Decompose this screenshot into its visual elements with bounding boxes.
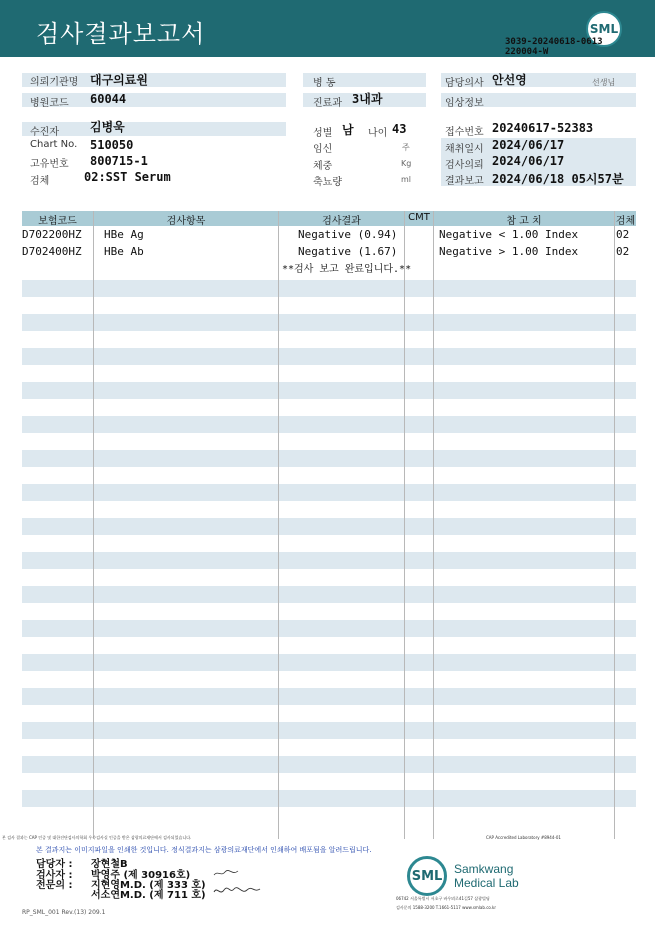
pregnancy-label: 임신 <box>313 144 333 155</box>
row1-specimen: 02 <box>616 228 630 241</box>
table-row-band <box>22 688 636 705</box>
patient-label: 수진자 <box>30 127 59 138</box>
hosp-code-label: 병원코드 <box>30 98 69 109</box>
report-number-line-2: 220004-W <box>505 47 549 57</box>
collect-value: 2024/06/17 <box>492 138 565 152</box>
table-row-band <box>22 518 636 535</box>
chart-value: 510050 <box>90 138 134 152</box>
accreditation-note: 본 검사 결과는 CAP 인증 및 대한진단검사의학회 우수검사실 인증을 받은 삼광의료재단에서 검사되었습니다. <box>2 835 192 840</box>
request-value: 2024/06/17 <box>492 154 565 168</box>
column-divider <box>433 211 434 839</box>
report-number <box>505 37 603 57</box>
table-row-band <box>22 654 636 671</box>
specimen-label: 검체 <box>30 176 50 187</box>
th-item: 검사항목 <box>166 216 206 227</box>
column-divider <box>93 211 94 839</box>
th-result: 검사결과 <box>322 216 361 227</box>
id-value: 800715-1 <box>90 154 148 168</box>
table-row-band <box>22 416 636 433</box>
hosp-code-value: 60044 <box>90 92 127 106</box>
age-label: 나이 <box>368 128 388 139</box>
signer-label: 검사자 : <box>36 870 73 881</box>
table-row-band <box>22 790 636 807</box>
cap-note: CAP Accredited Laboratory #8944-01 <box>486 835 561 840</box>
recv-label: 접수번호 <box>445 127 484 138</box>
weight-label: 체중 <box>313 161 333 172</box>
row2-specimen: 02 <box>616 245 630 258</box>
row1-result: Negative (0.94) <box>298 228 398 241</box>
urine-unit: ml <box>401 175 412 184</box>
table-row-band <box>22 722 636 739</box>
signer-value: 지현영M.D. (제 333 호) <box>91 880 206 891</box>
pregnancy-unit: 주 <box>402 143 410 152</box>
column-divider <box>614 211 615 839</box>
row1-item: HBe Ag <box>104 228 144 241</box>
lab-name <box>454 862 519 890</box>
column-divider <box>404 211 405 839</box>
patient-value: 김병욱 <box>90 120 125 134</box>
row1-ref: Negative < 1.00 Index <box>439 228 579 241</box>
row2-item: HBe Ab <box>104 245 144 258</box>
column-divider <box>278 211 279 839</box>
signer-label: 전문의 : <box>36 880 73 891</box>
collect-label: 채취일시 <box>445 144 484 155</box>
clinical-label: 임상정보 <box>445 98 484 109</box>
doctor-value: 안선영 <box>492 73 527 87</box>
sml-lab-logo-icon: SML <box>407 856 447 896</box>
table-row-band <box>22 314 636 331</box>
weight-unit: Kg <box>401 159 412 168</box>
dept-value: 3내과 <box>352 92 383 106</box>
lab-name-line-2: Medical Lab <box>454 876 519 890</box>
table-row-band <box>22 586 636 603</box>
signer-label: 담당자 : <box>36 859 73 870</box>
table-row-band <box>22 450 636 467</box>
page-title: 검사결과보고서 <box>36 20 206 48</box>
table-row-band <box>22 484 636 501</box>
sml-logo-icon: SML <box>586 11 622 47</box>
complete-note: **검사 보고 완료입니다.** <box>282 264 412 275</box>
th-specimen: 검체 <box>615 216 636 227</box>
th-ref: 참 고 치 <box>506 216 542 227</box>
row2-ref: Negative > 1.00 Index <box>439 245 579 258</box>
report-date-label: 결과보고 <box>445 176 484 187</box>
info-band-patient <box>22 122 286 136</box>
print-warning: 본 결과지는 이미지파일을 인쇄한 것입니다. 정식결과지는 삼광의료재단에서 인쇄하여 배포됨을 알려드립니다. <box>36 846 372 854</box>
id-label: 고유번호 <box>30 159 69 170</box>
table-row-band <box>22 348 636 365</box>
request-label: 검사의뢰 <box>445 160 484 171</box>
row1-code: D702200HZ <box>22 228 82 241</box>
urine-label: 축뇨량 <box>313 177 342 188</box>
table-row-band <box>22 552 636 569</box>
doctor-label: 담당의사 <box>445 78 484 89</box>
lab-phone: 검사문의 1588-3200 T.1661-5117 www.smlab.co.kr <box>396 905 496 910</box>
signer-value: 장현철B <box>91 859 128 870</box>
table-row-band <box>22 382 636 399</box>
table-row-band <box>22 756 636 773</box>
revision-code: RP_SML_001 Rev.(13) 209.1 <box>22 909 106 916</box>
table-row-band <box>22 280 636 297</box>
signer-value: 박영주 (제 30916호) <box>91 870 191 881</box>
row2-code: D702400HZ <box>22 245 82 258</box>
specimen-value: 02:SST Serum <box>84 170 171 184</box>
recv-value: 20240617-52383 <box>492 121 594 135</box>
report-number-line-1: 3039-20240618-0613 <box>505 37 603 47</box>
report-date-value: 2024/06/18 05시57분 <box>492 172 624 186</box>
lab-address: 06742 서울특별시 서초구 바우뫼로41길57 삼광빌딩 <box>396 896 490 901</box>
ward-label: 병 동 <box>313 78 336 89</box>
doctor-suffix: 선생님 <box>592 78 616 87</box>
signature-mark-2 <box>212 884 262 898</box>
signature-mark-1 <box>212 868 242 878</box>
req-org-value: 대구의료원 <box>90 73 148 87</box>
lab-name-line-1: Samkwang <box>454 862 514 876</box>
sex-label: 성별 <box>313 128 333 139</box>
th-code: 보험코드 <box>38 216 77 227</box>
req-org-label: 의뢰기관명 <box>30 77 79 88</box>
chart-label: Chart No. <box>30 139 78 150</box>
th-cmt: CMT <box>408 212 430 223</box>
age-value: 43 <box>392 122 407 136</box>
row2-result: Negative (1.67) <box>298 245 398 258</box>
sex-value: 남 <box>342 123 354 137</box>
dept-label: 진료과 <box>313 98 342 109</box>
signer-value: 서소연M.D. (제 711 호) <box>91 890 206 901</box>
table-row-band <box>22 620 636 637</box>
